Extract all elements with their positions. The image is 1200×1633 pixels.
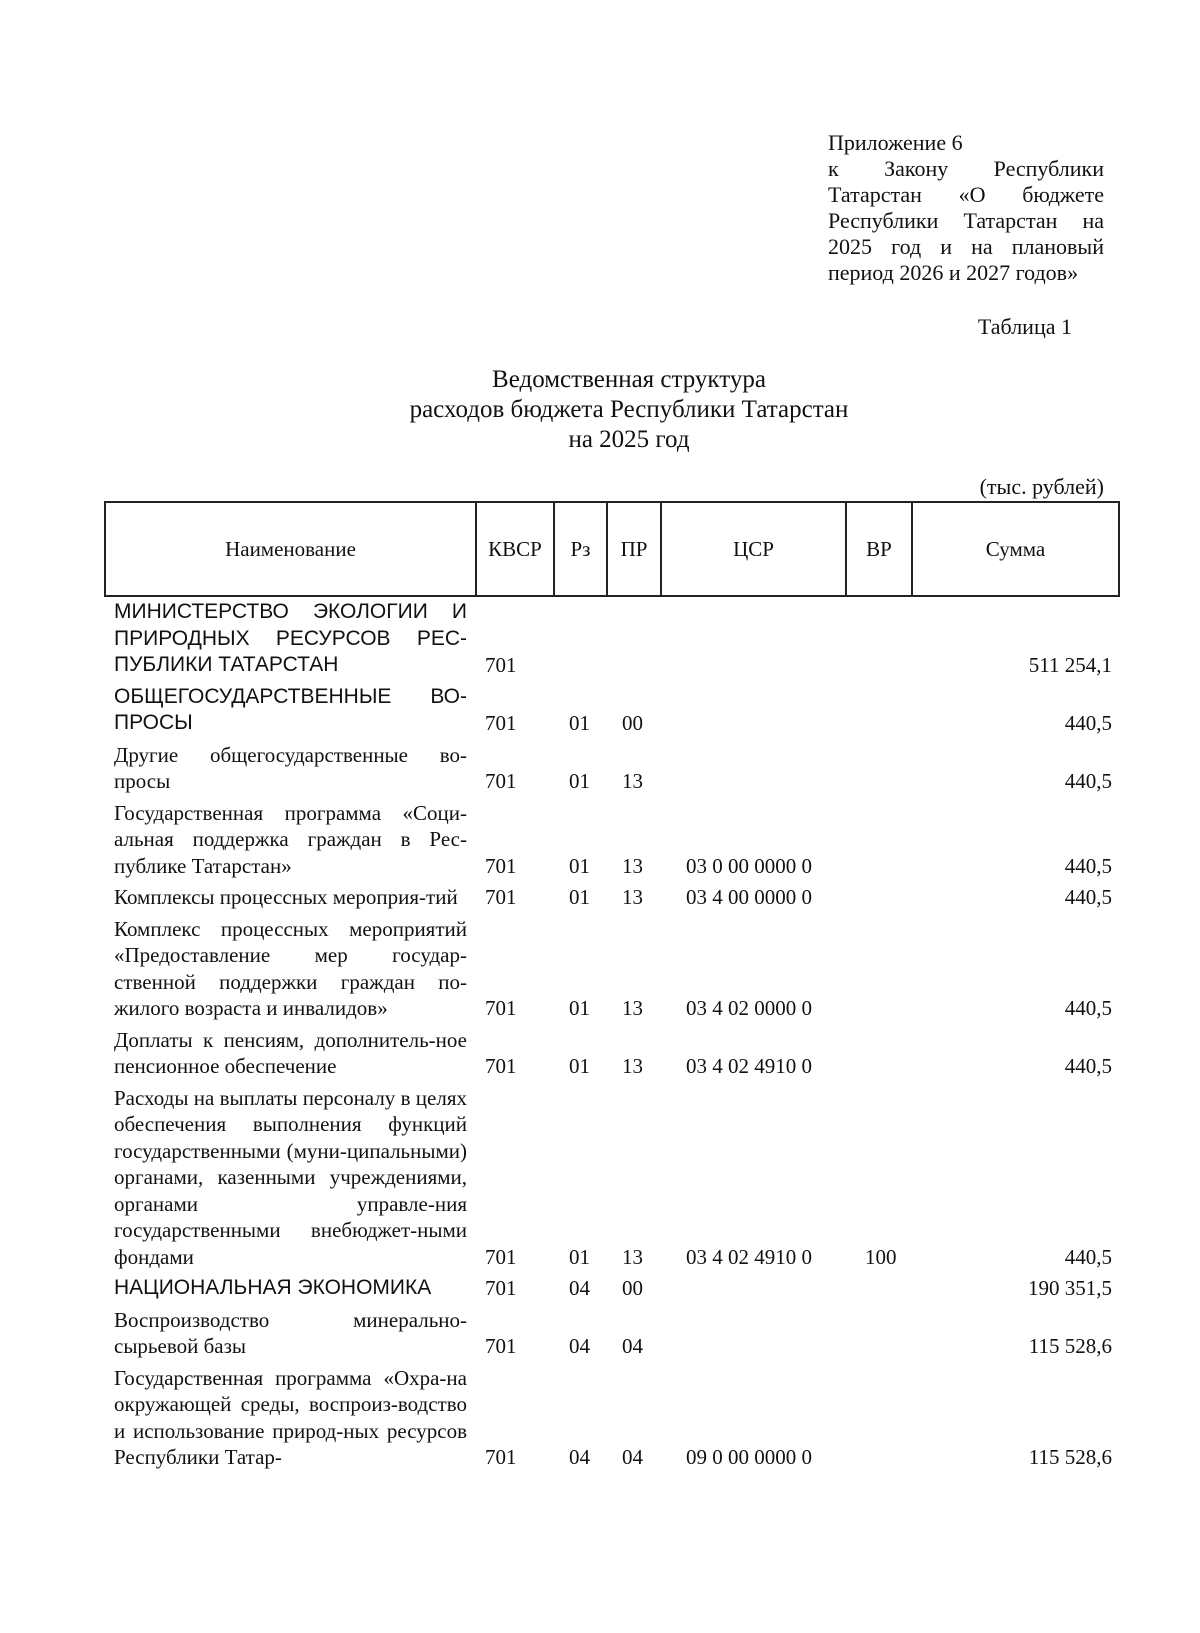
cell-sum: 440,5 [1064, 711, 1112, 735]
cell-rz: 01 [569, 1244, 590, 1269]
cell-name: Комплекс процессных мероприятий «Предоставление мер государ-ственной поддержки граждан по-жилого возраста и инвалидов» [114, 916, 467, 1020]
cell-rz: 01 [569, 853, 590, 878]
column-header-csr: ЦСР [661, 502, 846, 596]
appendix-line: к Закону Республики [828, 156, 1104, 181]
cell-kvsr: 701 [485, 1054, 517, 1078]
table-row [104, 882, 1118, 914]
cell-name: Расходы на выплаты персоналу в целях обеспечения выполнения функций государственными (муни-ципальными) органами, казенными учреждениями, органами управле-ния государственными внебюджет-ными фондами [114, 1085, 467, 1269]
cell-kvsr: 701 [485, 1276, 517, 1300]
cell-vr [845, 682, 911, 740]
cell-csr: 03 0 00 0000 0 [686, 853, 812, 878]
cell-sum: 440,5 [1064, 853, 1112, 878]
table-row [104, 1025, 1118, 1083]
title-line: на 2025 год [568, 426, 690, 453]
budget-table [104, 501, 1118, 1474]
table-row [104, 740, 1118, 798]
table-row [104, 1363, 1118, 1474]
cell-rz [553, 597, 606, 682]
cell-kvsr: 701 [485, 1334, 517, 1358]
cell-rz: 01 [569, 769, 590, 793]
cell-sum: 440,5 [1064, 1054, 1112, 1078]
cell-pr: 13 [622, 885, 643, 909]
cell-vr [845, 1305, 911, 1363]
appendix-line: Татарстан «О бюджете [828, 182, 1104, 207]
cell-kvsr: 701 [485, 885, 517, 909]
table-row [104, 1273, 1118, 1305]
cell-kvsr: 701 [485, 1445, 517, 1469]
cell-csr: 09 0 00 0000 0 [686, 1445, 812, 1469]
cell-rz: 01 [569, 996, 590, 1020]
cell-pr: 13 [622, 1054, 643, 1078]
cell-rz: 01 [569, 1054, 590, 1078]
title-line: расходов бюджета Республики Татарстан [409, 396, 849, 423]
cell-name: Доплаты к пенсиям, дополнитель-ное пенсионное обеспечение [114, 1027, 467, 1078]
cell-kvsr: 701 [485, 653, 517, 677]
cell-csr [660, 1273, 845, 1305]
cell-name: ОБЩЕГОСУДАРСТВЕННЫЕ ВО-ПРОСЫ [114, 684, 467, 734]
cell-sum: 440,5 [1064, 1244, 1112, 1269]
cell-sum: 440,5 [1064, 769, 1112, 793]
cell-name: МИНИСТЕРСТВО ЭКОЛОГИИ И ПРИРОДНЫХ РЕСУРСОВ РЕС-ПУБЛИКИ ТАТАРСТАН [114, 600, 467, 676]
cell-pr: 13 [622, 769, 643, 793]
cell-pr [606, 597, 660, 682]
cell-csr [660, 1305, 845, 1363]
table-label: Таблица 1 [977, 314, 1072, 339]
appendix-line: Республики Татарстан на [828, 208, 1104, 233]
cell-sum: 115 528,6 [1028, 1445, 1112, 1469]
cell-name: Другие общегосударственные во-просы [114, 742, 467, 793]
cell-csr [660, 740, 845, 798]
cell-pr: 13 [622, 996, 643, 1020]
cell-csr: 03 4 02 4910 0 [686, 1244, 812, 1269]
appendix-block [828, 130, 1104, 286]
cell-csr: 03 4 02 4910 0 [686, 1054, 812, 1078]
cell-name: НАЦИОНАЛЬНАЯ ЭКОНОМИКА [114, 1276, 432, 1299]
appendix-line: Приложение 6 [828, 130, 963, 155]
cell-csr [660, 597, 845, 682]
cell-sum: 440,5 [1064, 885, 1112, 909]
document-title [0, 365, 1200, 455]
cell-sum: 511 254,1 [1028, 653, 1112, 677]
cell-vr [845, 740, 911, 798]
column-header-vr: ВР [846, 502, 912, 596]
cell-name: Воспроизводство минерально-сырьевой базы [114, 1307, 467, 1358]
cell-pr: 00 [622, 1276, 643, 1300]
cell-vr [845, 1273, 911, 1305]
column-header-kvsr: КВСР [476, 502, 554, 596]
cell-sum: 190 351,5 [1028, 1276, 1112, 1300]
cell-rz: 04 [569, 1276, 590, 1300]
title-line: Ведомственная структура [492, 366, 766, 393]
cell-kvsr: 701 [485, 853, 517, 878]
cell-kvsr: 701 [485, 996, 517, 1020]
cell-csr: 03 4 02 0000 0 [686, 996, 812, 1020]
cell-name: Государственная программа «Охра-на окружающей среды, воспроиз-водство и использование природ-ных ресурсов Республики Татар- [114, 1365, 467, 1469]
table-row [104, 1305, 1118, 1363]
cell-pr: 13 [622, 853, 643, 878]
table-row [104, 798, 1118, 883]
units-label: (тыс. рублей) [979, 474, 1104, 499]
table-row [104, 1083, 1118, 1274]
table-row [104, 597, 1118, 682]
cell-rz: 04 [569, 1445, 590, 1469]
table-row [104, 914, 1118, 1025]
cell-name: Комплексы процессных мероприя-тий [114, 885, 458, 909]
cell-rz: 01 [569, 885, 590, 909]
appendix-line: 2025 год и на плановый [828, 234, 1104, 259]
column-header-sum: Сумма [912, 502, 1119, 596]
cell-kvsr: 701 [485, 1244, 517, 1269]
column-header-name: Наименование [105, 502, 476, 596]
cell-vr [845, 882, 911, 914]
cell-vr [845, 798, 911, 883]
cell-pr: 13 [622, 1244, 643, 1269]
cell-pr: 04 [622, 1445, 643, 1469]
cell-vr [845, 597, 911, 682]
cell-pr: 04 [622, 1334, 643, 1358]
cell-vr [845, 1363, 911, 1474]
column-header-rz: Рз [554, 502, 607, 596]
cell-csr [660, 682, 845, 740]
cell-rz: 04 [569, 1334, 590, 1358]
cell-vr: 100 [865, 1244, 897, 1269]
cell-vr [845, 1025, 911, 1083]
table-row [104, 682, 1118, 740]
cell-rz: 01 [569, 711, 590, 735]
table-header [104, 501, 1120, 597]
cell-sum: 440,5 [1064, 996, 1112, 1020]
cell-pr: 00 [622, 711, 643, 735]
cell-kvsr: 701 [485, 769, 517, 793]
cell-sum: 115 528,6 [1028, 1334, 1112, 1358]
cell-kvsr: 701 [485, 711, 517, 735]
column-header-pr: ПР [607, 502, 661, 596]
table-body [104, 597, 1118, 1474]
appendix-line: период 2026 и 2027 годов» [828, 260, 1079, 285]
cell-csr: 03 4 00 0000 0 [686, 885, 812, 909]
cell-name: Государственная программа «Соци-альная поддержка граждан в Рес-публике Татарстан» [114, 800, 467, 878]
cell-vr [845, 914, 911, 1025]
